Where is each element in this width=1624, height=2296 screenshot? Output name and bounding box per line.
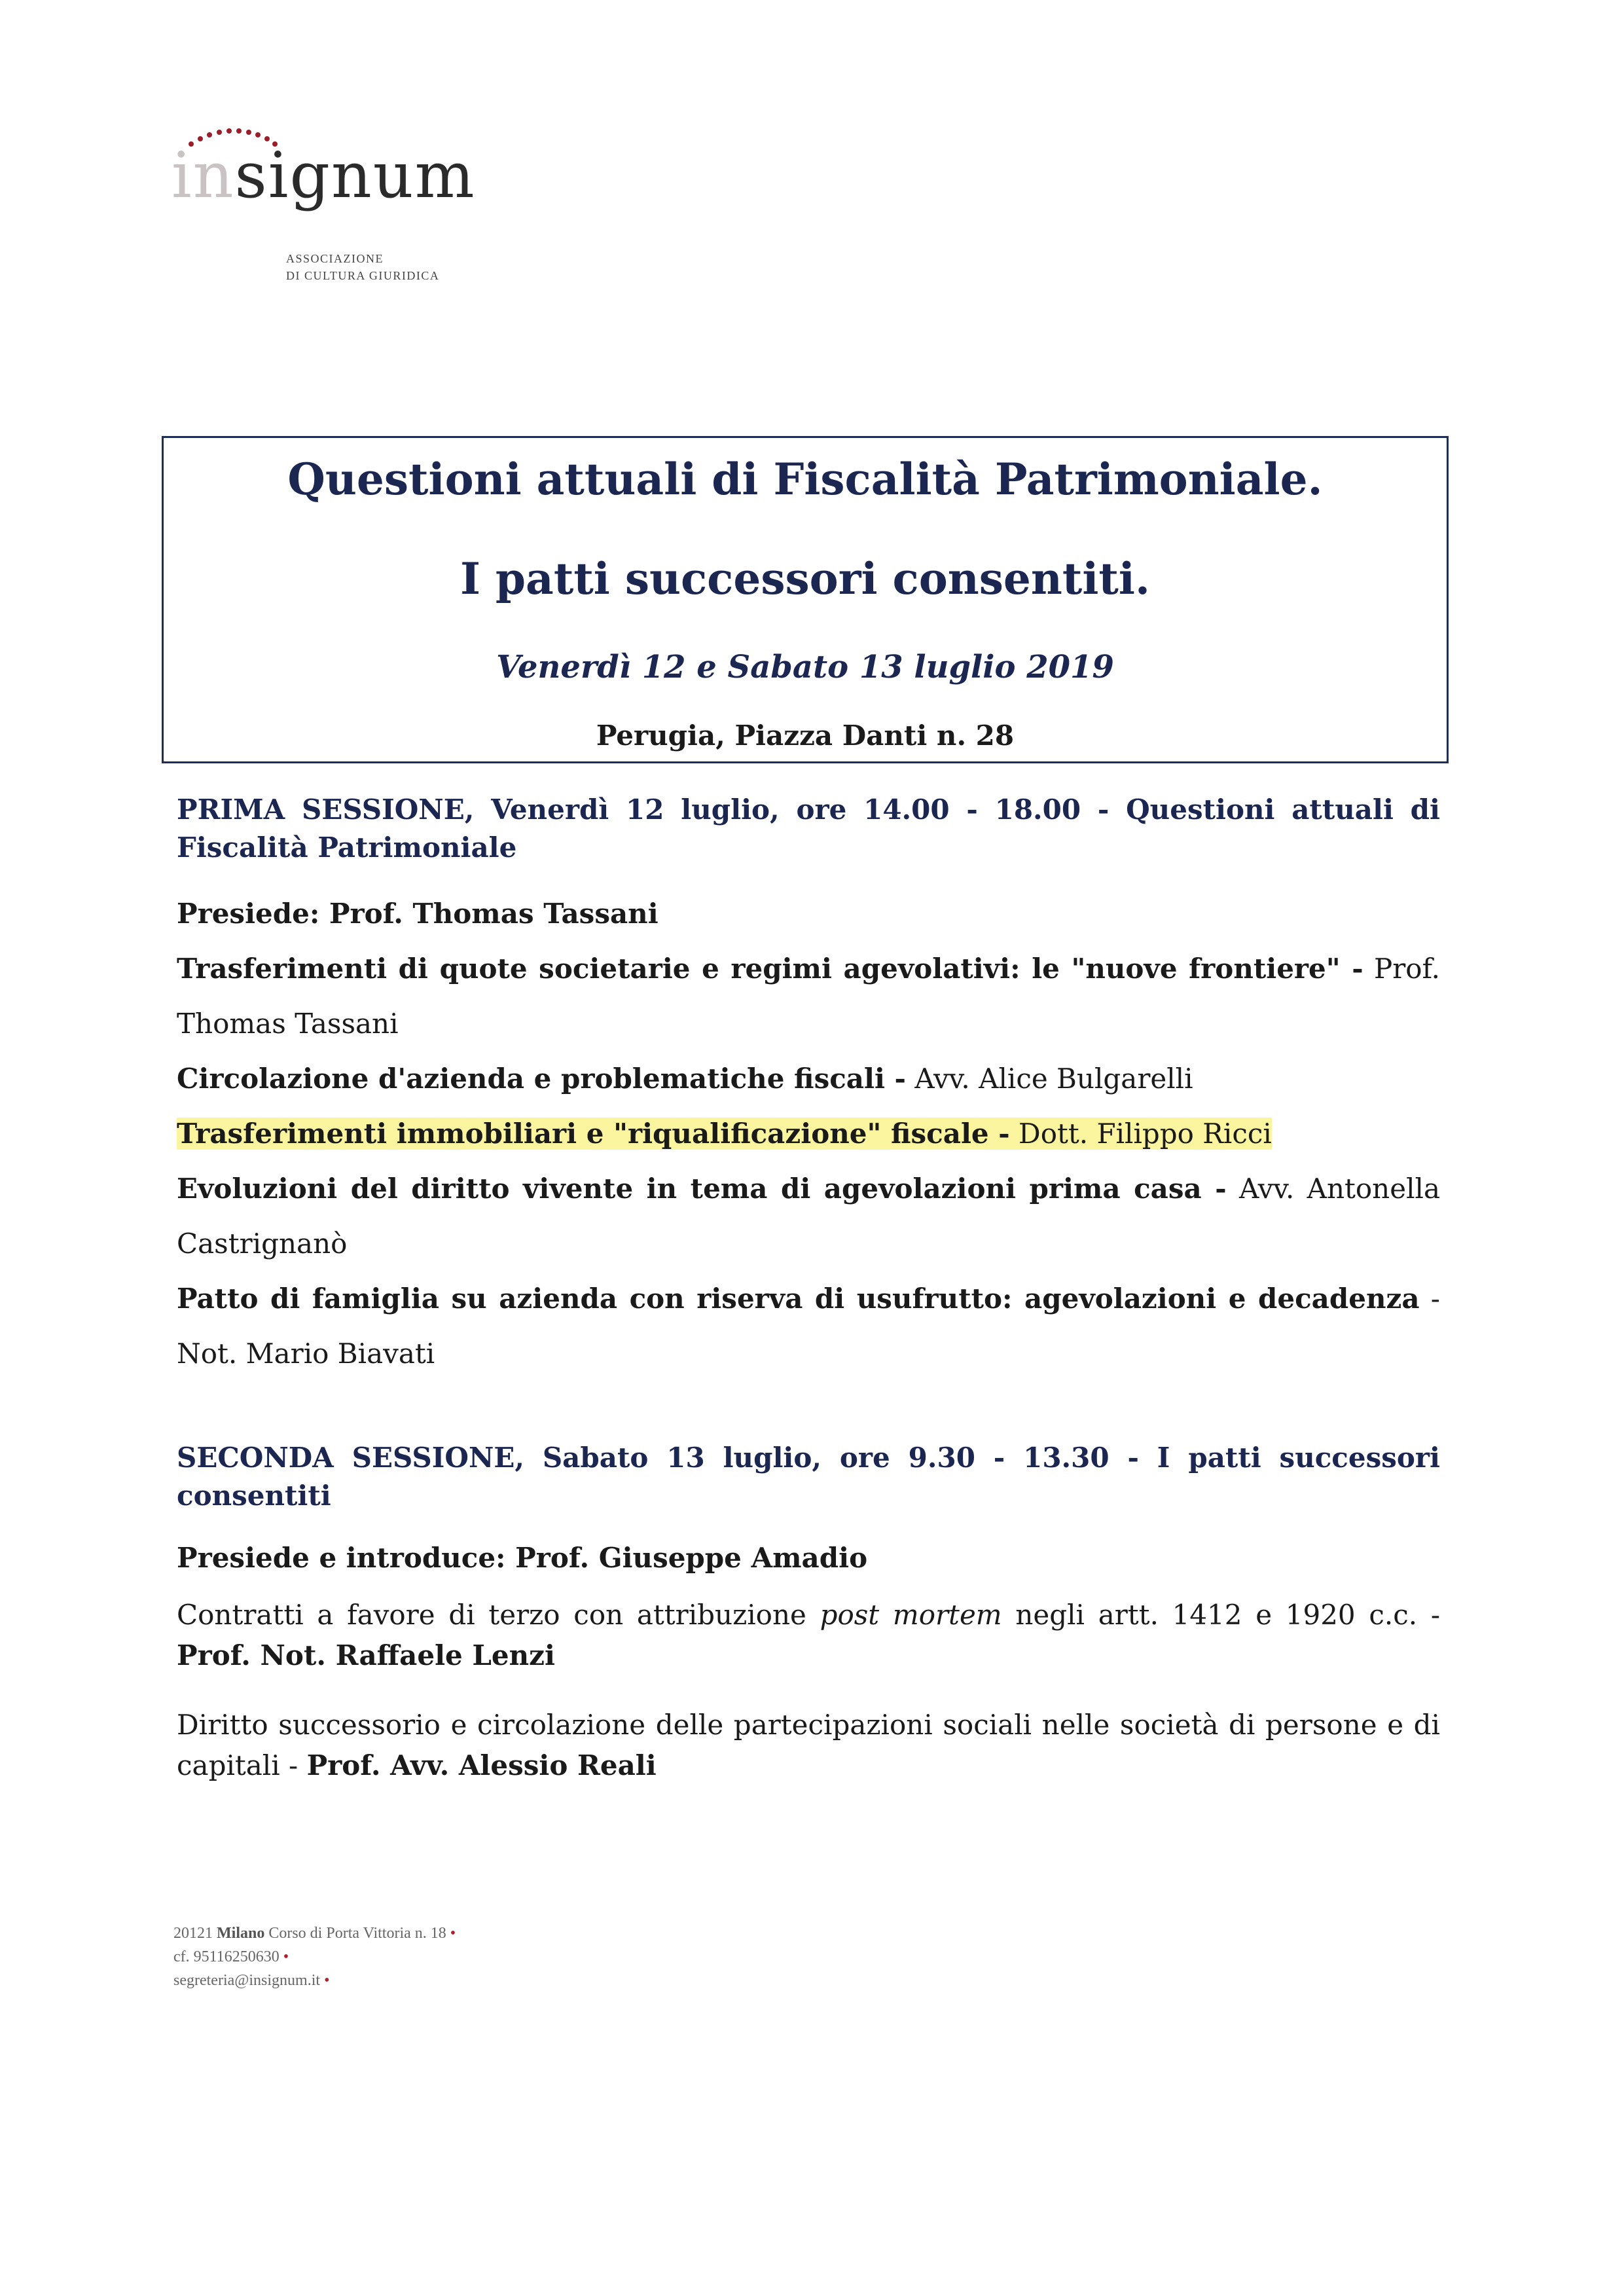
talk-speaker: - Not. Mario Biavati <box>177 1283 1440 1370</box>
talk-speaker: Avv. Antonella Castrignanò <box>177 1173 1440 1260</box>
footer-city: Milano <box>217 1925 265 1942</box>
program <box>177 786 1440 1786</box>
session1-talk <box>177 1051 1440 1106</box>
talk-title: Diritto successorio e circolazione delle partecipazioni sociali nelle società di persone e di capitali - <box>177 1709 1440 1781</box>
session1-talk <box>177 941 1440 1051</box>
bullet-icon: • <box>324 1972 330 1989</box>
logo-subtitle <box>286 250 439 284</box>
event-title: Questioni attuali di Fiscalità Patrimoniale. <box>287 454 1323 505</box>
session1-talk-highlighted <box>177 1106 1440 1161</box>
footer-line-address <box>173 1922 456 1945</box>
bullet-icon: • <box>450 1925 456 1942</box>
talk-speaker: Prof. Thomas Tassani <box>177 953 1440 1040</box>
talk-title-pre: Contratti a favore di terzo con attribuzione <box>177 1599 820 1631</box>
logo-wordmark <box>171 139 476 212</box>
footer-email[interactable]: segreteria@insignum.it <box>173 1972 321 1989</box>
event-venue: Perugia, Piazza Danti n. 28 <box>596 720 1015 752</box>
footer-taxcode: cf. 95116250630 <box>173 1948 280 1965</box>
logo-wordmark-prefix: in <box>171 139 235 212</box>
session1-talk <box>177 1271 1440 1381</box>
talk-speaker: Prof. Avv. Alessio Reali <box>306 1749 657 1781</box>
session1-heading: PRIMA SESSIONE, Venerdì 12 luglio, ore 14.00 - 18.00 - Questioni attuali di Fiscalità Patrimoniale <box>177 793 1440 864</box>
talk-speaker: Prof. Not. Raffaele Lenzi <box>177 1639 555 1671</box>
talk-title: Patto di famiglia su azienda con riserva di usufrutto: agevolazioni e decadenza <box>177 1283 1420 1315</box>
footer-line-taxcode <box>173 1945 456 1969</box>
talk-title: Circolazione d'azienda e problematiche fiscali - <box>177 1063 906 1095</box>
logo-wordmark-main: signum <box>234 139 476 212</box>
logo-subtitle-line1: ASSOCIAZIONE <box>286 252 384 265</box>
title-box <box>162 436 1449 763</box>
footer-street: Corso di Porta Vittoria n. 18 <box>264 1925 446 1942</box>
bullet-icon: • <box>283 1948 289 1965</box>
footer-line-email <box>173 1969 456 1992</box>
footer-address <box>173 1922 456 1992</box>
session1-talk <box>177 1161 1440 1271</box>
session2-heading: SECONDA SESSIONE, Sabato 13 luglio, ore 9.30 - 13.30 - I patti successori consentiti <box>177 1442 1440 1512</box>
event-subtitle: I patti successori consentiti. <box>460 553 1150 604</box>
session2-talk <box>177 1705 1440 1786</box>
talk-speaker: Avv. Alice Bulgarelli <box>905 1063 1193 1095</box>
talk-title: Trasferimenti immobiliari e "riqualificazione" fiscale - <box>177 1118 1010 1150</box>
session2-chair: Presiede e introduce: Prof. Giuseppe Amadio <box>177 1542 868 1574</box>
footer-postcode: 20121 <box>173 1925 217 1942</box>
talk-title: Trasferimenti di quote societarie e regimi agevolativi: le "nuove frontiere" - <box>177 953 1363 985</box>
logo-subtitle-line2: DI CULTURA GIURIDICA <box>286 269 440 282</box>
talk-title-post: negli artt. 1412 e 1920 c.c. - <box>1001 1599 1441 1631</box>
session1-chair: Presiede: Prof. Thomas Tassani <box>177 898 659 930</box>
talk-speaker: Dott. Filippo Ricci <box>1009 1118 1272 1150</box>
event-dates: Venerdì 12 e Sabato 13 luglio 2019 <box>496 649 1114 685</box>
session2-talk <box>177 1595 1440 1676</box>
logo <box>171 118 499 301</box>
highlight-marker <box>177 1118 1272 1150</box>
talk-title-italic: post mortem <box>820 1599 1002 1631</box>
talk-title: Evoluzioni del diritto vivente in tema di agevolazioni prima casa - <box>177 1173 1227 1205</box>
